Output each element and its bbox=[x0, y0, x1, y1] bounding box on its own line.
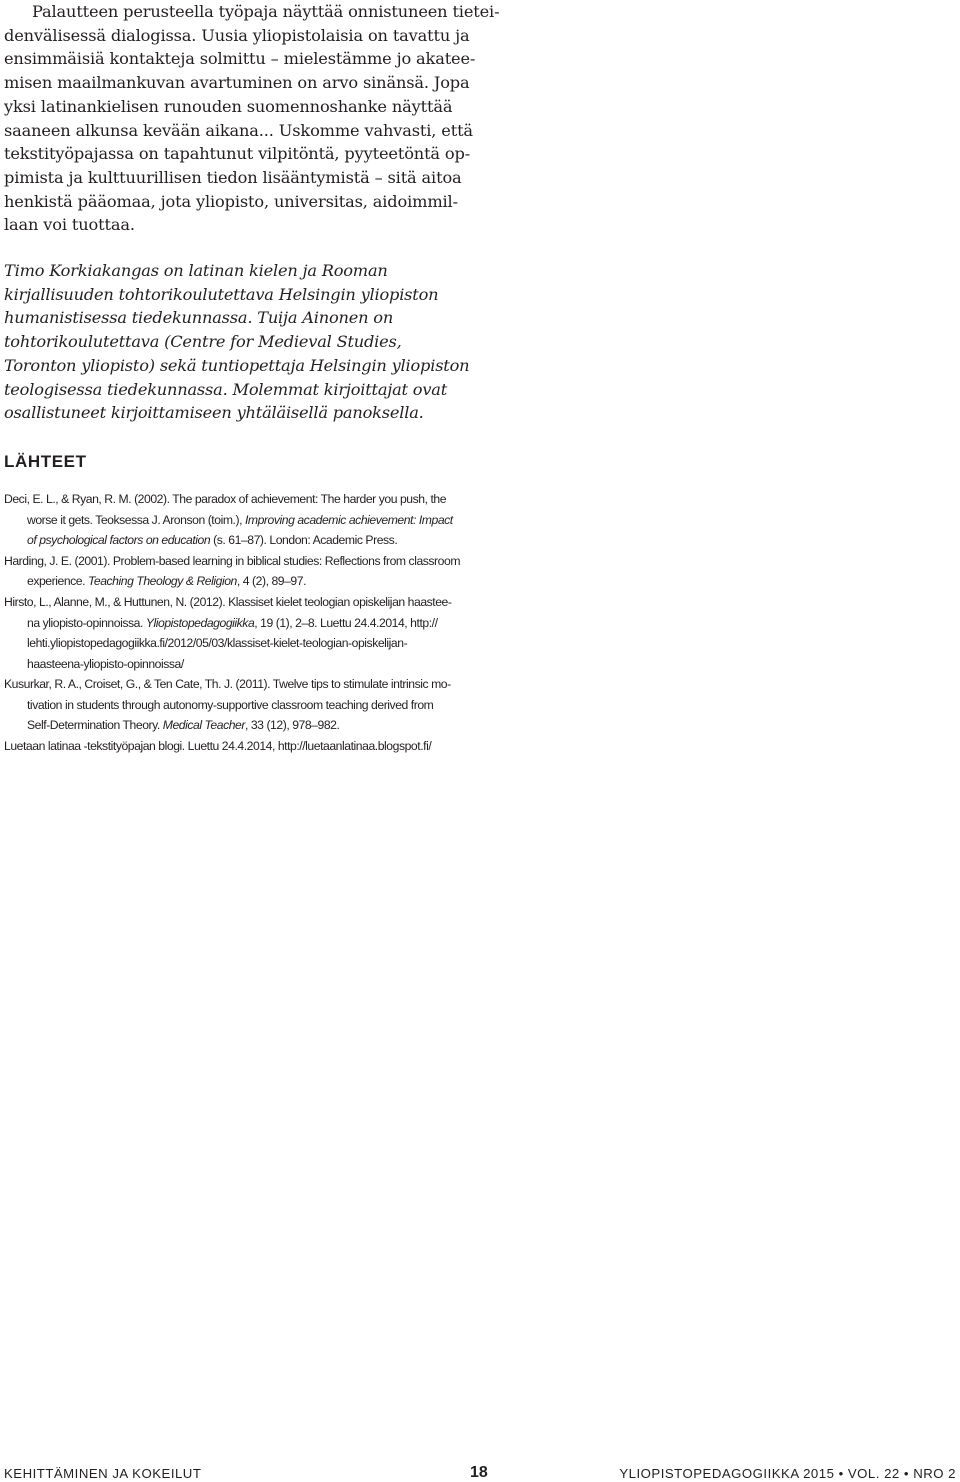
reference-line bbox=[4, 551, 478, 572]
reference-text: Self-Determination Theory. bbox=[27, 718, 163, 733]
reference-line bbox=[4, 489, 478, 510]
bio-line: osallistuneet kirjoittamiseen yhtäläisellä panoksella. bbox=[4, 403, 424, 423]
page-footer bbox=[0, 1462, 960, 1482]
reference-line bbox=[4, 613, 478, 634]
body-line: Palautteen perusteella työpaja näyttää onnistuneen tietei- bbox=[32, 2, 500, 21]
reference-title-italic: Improving academic achievement: Impact bbox=[244, 512, 453, 527]
reference-title-italic: Medical Teacher bbox=[162, 718, 245, 733]
reference-text: Harding, J. E. (2001). Problem-based learning in biblical studies: Reflections from classroom bbox=[4, 553, 461, 568]
reference-line bbox=[4, 633, 478, 654]
bio-line: tohtorikoulutettava (Centre for Medieval Studies, bbox=[4, 332, 402, 352]
references-heading: LÄHTEET bbox=[4, 451, 87, 471]
reference-entry bbox=[4, 736, 478, 757]
body-line: ensimmäisiä kontakteja solmittu – mielestämme jo akatee- bbox=[4, 49, 476, 69]
reference-text: , 33 (12), 978–982. bbox=[244, 718, 340, 733]
reference-title-italic: Yliopistopedagogiikka bbox=[145, 615, 255, 630]
bio-line: teologisessa tiedekunnassa. Molemmat kirjoittajat ovat bbox=[4, 379, 448, 399]
footer-journal-label: YLIOPISTOPEDAGOGIIKKA 2015 • VOL. 22 • NRO 2 bbox=[619, 1466, 956, 1481]
reference-text: , 19 (1), 2–8. Luettu 24.4.2014, http:// bbox=[254, 615, 438, 630]
reference-entry bbox=[4, 551, 478, 592]
footer-section-label: KEHITTÄMINEN JA KOKEILUT bbox=[4, 1466, 202, 1481]
reference-line bbox=[4, 736, 478, 757]
body-line: saaneen alkunsa kevään aikana... Uskomme vahvasti, että bbox=[4, 120, 473, 140]
reference-title-italic: of psychological factors on education bbox=[27, 533, 211, 548]
page-number: 18 bbox=[470, 1464, 488, 1481]
reference-text: experience. bbox=[27, 574, 88, 589]
body-line: denvälisessä dialogissa. Uusia yliopistolaisia on tavattu ja bbox=[4, 25, 470, 45]
reference-line bbox=[4, 510, 478, 531]
reference-line bbox=[4, 695, 478, 716]
reference-entry bbox=[4, 674, 478, 736]
reference-text: haasteena-yliopisto-opinnoissa/ bbox=[27, 656, 184, 671]
body-line: misen maailmankuvan avartuminen on arvo sinänsä. Jopa bbox=[4, 73, 470, 93]
reference-line bbox=[4, 654, 478, 675]
reference-line bbox=[4, 571, 478, 592]
reference-text: na yliopisto-opinnoissa. bbox=[27, 615, 146, 630]
reference-title-italic: Teaching Theology & Religion bbox=[88, 574, 237, 589]
reference-line bbox=[4, 674, 478, 695]
body-line: yksi latinankielisen runouden suomennoshanke näyttää bbox=[4, 96, 453, 116]
bio-line: Toronton yliopisto) sekä tuntiopettaja Helsingin yliopiston bbox=[4, 355, 470, 375]
references-list bbox=[4, 489, 478, 757]
bio-line: humanistisessa tiedekunnassa. Tuija Ainonen on bbox=[4, 308, 394, 328]
author-bio bbox=[4, 259, 478, 425]
reference-line bbox=[4, 592, 478, 613]
body-paragraph bbox=[4, 0, 500, 237]
reference-entry bbox=[4, 592, 478, 674]
reference-text: tivation in students through autonomy-supportive classroom teaching derived from bbox=[27, 697, 434, 712]
reference-text: , 4 (2), 89–97. bbox=[236, 574, 307, 589]
bio-line: Timo Korkiakangas on latinan kielen ja Rooman bbox=[4, 261, 388, 281]
reference-line bbox=[4, 530, 478, 551]
body-line: henkistä pääomaa, jota yliopisto, universitas, aidoimmil- bbox=[4, 191, 458, 211]
reference-text: Deci, E. L., & Ryan, R. M. (2002). The paradox of achievement: The harder you push, the bbox=[4, 491, 447, 506]
reference-text: lehti.yliopistopedagogiikka.fi/2012/05/03/klassiset-kielet-teologian-opiskelijan- bbox=[27, 636, 408, 651]
reference-entry bbox=[4, 489, 478, 551]
reference-line bbox=[4, 715, 478, 736]
text-column bbox=[4, 0, 500, 757]
reference-text: worse it gets. Teoksessa J. Aronson (toim.), bbox=[27, 512, 245, 527]
body-line: laan voi tuottaa. bbox=[4, 215, 135, 235]
reference-text: Kusurkar, R. A., Croiset, G., & Ten Cate, Th. J. (2011). Twelve tips to stimulate intrinsic mo- bbox=[4, 677, 451, 692]
reference-text: Luetaan latinaa -tekstityöpajan blogi. Luettu 24.4.2014, http://luetaanlatinaa.blogspot.fi/ bbox=[4, 739, 432, 754]
body-line: tekstityöpajassa on tapahtunut vilpitöntä, pyyteetöntä op- bbox=[4, 144, 471, 164]
body-line: pimista ja kulttuurillisen tiedon lisääntymistä – sitä aitoa bbox=[4, 167, 462, 187]
bio-line: kirjallisuuden tohtorikoulutettava Helsingin yliopiston bbox=[4, 284, 439, 304]
reference-text: Hirsto, L., Alanne, M., & Huttunen, N. (2012). Klassiset kielet teologian opiskelijan haastee- bbox=[4, 594, 452, 609]
reference-text: (s. 61–87). London: Academic Press. bbox=[210, 533, 398, 548]
